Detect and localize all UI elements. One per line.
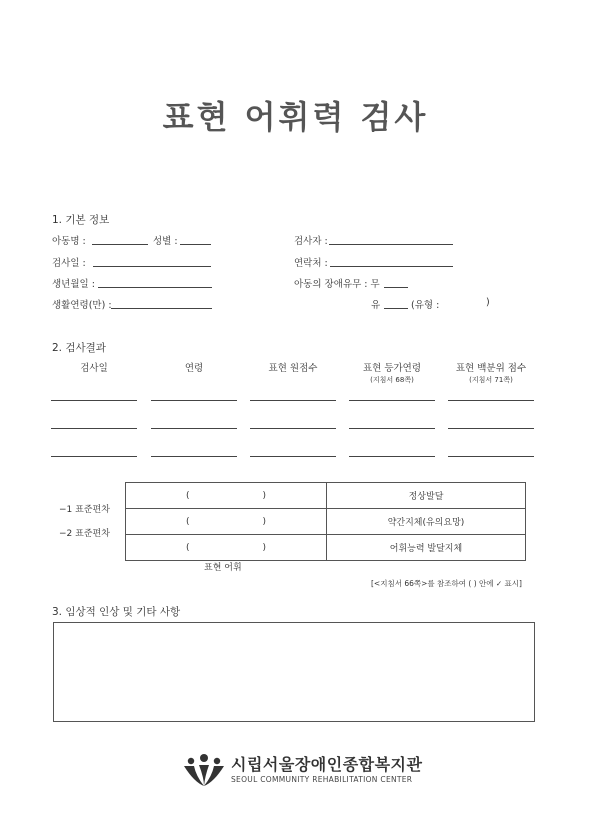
result-slight-delay: 약간지체(유의요망) (327, 509, 526, 535)
table-row (126, 483, 526, 509)
result-cell[interactable] (448, 456, 534, 457)
check-cell-slight-delay[interactable] (126, 509, 327, 535)
col-age: 연령 (184, 363, 204, 374)
disability-yes-label: 유 (371, 300, 381, 311)
disability-type-label: (유형 : (411, 300, 440, 311)
col-percentile: 표현 백분위 점수 (455, 363, 527, 374)
test-date-label: 검사일 : (52, 258, 86, 269)
expressive-vocab-label: 표현 어휘 (204, 563, 242, 573)
sex-field[interactable] (180, 244, 211, 245)
disability-no-field[interactable] (384, 287, 408, 288)
col-equiv-age: 표현 등가연령 (362, 363, 422, 374)
result-normal: 정상발달 (327, 483, 526, 509)
table-row (126, 535, 526, 561)
people-logo-icon (182, 752, 226, 788)
col-raw-score: 표현 원점수 (268, 363, 318, 374)
page-title: 표현 어휘력 검사 (162, 98, 429, 136)
org-name: 시립서울장애인종합복지관 (231, 755, 423, 774)
sex-label: 성별 : (153, 236, 178, 247)
birth-date-label: 생년월일 : (52, 279, 95, 290)
chron-age-label: 생활연령(만) : (52, 300, 112, 311)
contact-label: 연락처 : (294, 258, 328, 269)
classification-table (125, 482, 526, 561)
result-cell[interactable] (349, 456, 435, 457)
result-cell[interactable] (349, 428, 435, 429)
instruction-note: [<지침서 66쪽>를 참조하여 ( ) 안에 ✓ 표시] (371, 579, 522, 588)
result-cell[interactable] (250, 456, 336, 457)
col-percentile-ref: (지침서 71쪽) (469, 376, 513, 384)
disability-yes-field[interactable] (384, 308, 408, 309)
child-name-field[interactable] (92, 244, 148, 245)
child-name-label: 아동명 : (52, 236, 86, 247)
clinical-notes-box[interactable] (53, 622, 535, 722)
minus-1-sd-label: −1 표준편차 (59, 505, 110, 515)
disability-type-close: ) (486, 297, 490, 308)
col-test-date: 검사일 (80, 363, 108, 374)
birth-date-field[interactable] (98, 287, 212, 288)
result-cell[interactable] (51, 456, 137, 457)
paren-close: ) (262, 516, 266, 527)
result-cell[interactable] (349, 400, 435, 401)
result-cell[interactable] (250, 428, 336, 429)
result-cell[interactable] (151, 456, 237, 457)
result-vocab-delay: 어휘능력 발달지체 (327, 535, 526, 561)
paren-close: ) (262, 490, 266, 501)
contact-field[interactable] (330, 266, 453, 267)
test-date-field[interactable] (93, 266, 211, 267)
disability-status-label: 아동의 장애유무 : 무 (294, 279, 380, 290)
section-results-heading: 2. 검사결과 (52, 342, 106, 354)
check-cell-normal[interactable] (126, 483, 327, 509)
examiner-field[interactable] (329, 244, 453, 245)
examiner-label: 검사자 : (294, 236, 328, 247)
org-name-en: SEOUL COMMUNITY REHABILITATION CENTER (231, 775, 413, 784)
check-cell-delay[interactable] (126, 535, 327, 561)
result-cell[interactable] (151, 428, 237, 429)
paren-open: ( (186, 516, 190, 527)
minus-2-sd-label: −2 표준편차 (59, 529, 110, 539)
col-equiv-age-ref: (지침서 68쪽) (370, 376, 414, 384)
table-row (126, 509, 526, 535)
paren-close: ) (262, 542, 266, 553)
result-cell[interactable] (250, 400, 336, 401)
result-cell[interactable] (51, 428, 137, 429)
section-basic-info-heading: 1. 기본 정보 (52, 214, 110, 226)
paren-open: ( (186, 490, 190, 501)
result-cell[interactable] (448, 428, 534, 429)
paren-open: ( (186, 542, 190, 553)
result-cell[interactable] (151, 400, 237, 401)
section-clinical-heading: 3. 임상적 인상 및 기타 사항 (52, 606, 181, 618)
result-cell[interactable] (448, 400, 534, 401)
chron-age-field[interactable] (111, 308, 212, 309)
result-cell[interactable] (51, 400, 137, 401)
